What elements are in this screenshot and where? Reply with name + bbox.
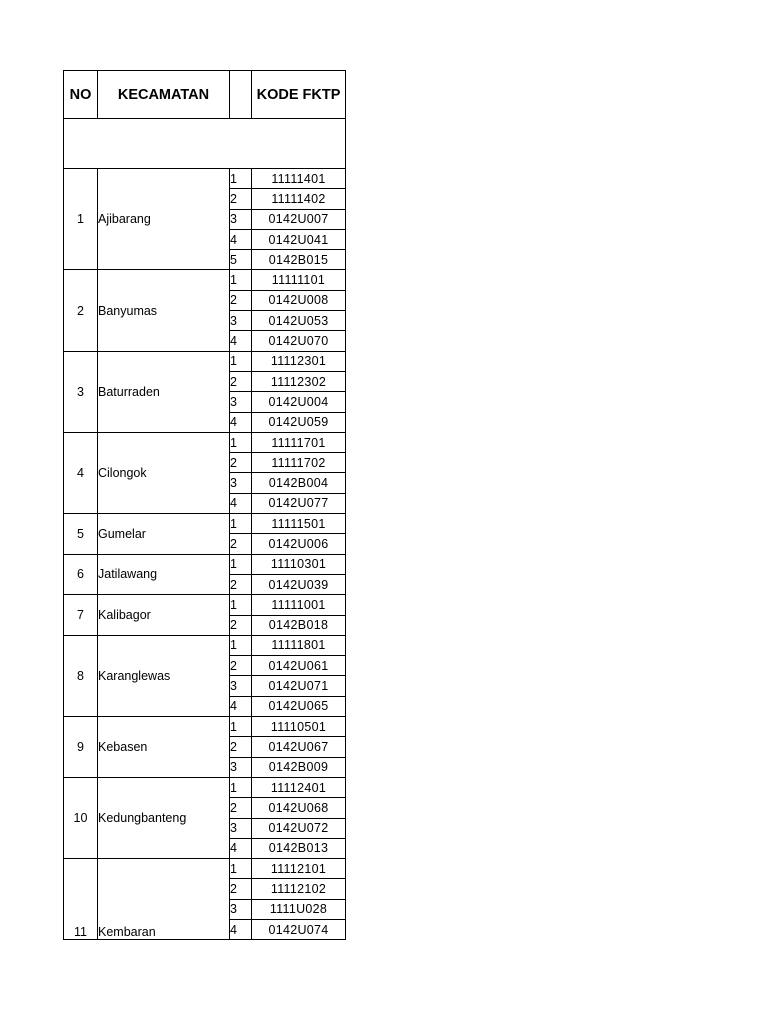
kecamatan-name: Jatilawang: [98, 554, 230, 595]
kecamatan-number: 11: [64, 859, 98, 940]
row-index: 2: [230, 879, 252, 899]
kode-fktp-cell: 11111702: [252, 453, 346, 473]
table-row: [64, 270, 346, 290]
kode-fktp-cell: 0142U065: [252, 696, 346, 716]
row-index: 4: [230, 696, 252, 716]
table-row: [64, 717, 346, 737]
row-index: 2: [230, 574, 252, 594]
header-kecamatan: KECAMATAN: [98, 71, 230, 119]
kode-fktp-cell: 11111701: [252, 432, 346, 452]
kode-fktp-cell: 0142U008: [252, 290, 346, 310]
kode-fktp-cell: 0142U059: [252, 412, 346, 432]
kecamatan-name: Kembaran: [98, 859, 230, 940]
row-index: 2: [230, 656, 252, 676]
row-index: 3: [230, 757, 252, 777]
blank-cell: [64, 119, 346, 169]
kecamatan-name: Kalibagor: [98, 595, 230, 636]
kode-fktp-cell: 0142B013: [252, 838, 346, 858]
row-index: 3: [230, 676, 252, 696]
fktp-table: [63, 70, 346, 940]
row-index: 3: [230, 392, 252, 412]
row-index: 2: [230, 371, 252, 391]
table-row: [64, 351, 346, 371]
row-index: 1: [230, 635, 252, 655]
kode-fktp-cell: 0142U041: [252, 229, 346, 249]
kecamatan-number: 8: [64, 635, 98, 716]
header-row: [64, 71, 346, 119]
kode-fktp-cell: 11112302: [252, 371, 346, 391]
header-no: NO: [64, 71, 98, 119]
row-index: 2: [230, 737, 252, 757]
kode-fktp-cell: 11111402: [252, 189, 346, 209]
kode-fktp-cell: 0142U006: [252, 534, 346, 554]
kode-fktp-cell: 0142U061: [252, 656, 346, 676]
kode-fktp-cell: 11111501: [252, 514, 346, 534]
kecamatan-name: Karanglewas: [98, 635, 230, 716]
kecamatan-number: 3: [64, 351, 98, 432]
row-index: 1: [230, 717, 252, 737]
kode-fktp-cell: 0142B004: [252, 473, 346, 493]
kode-fktp-cell: 11111101: [252, 270, 346, 290]
kecamatan-number: 4: [64, 432, 98, 513]
row-index: 1: [230, 270, 252, 290]
kecamatan-name: Gumelar: [98, 514, 230, 555]
kecamatan-number: 9: [64, 717, 98, 778]
row-index: 4: [230, 331, 252, 351]
header-blank: [230, 71, 252, 119]
kode-fktp-cell: 0142B015: [252, 250, 346, 270]
row-index: 2: [230, 798, 252, 818]
kode-fktp-cell: 1111U028: [252, 899, 346, 919]
row-index: 1: [230, 777, 252, 797]
kode-fktp-cell: 11111801: [252, 635, 346, 655]
row-index: 2: [230, 453, 252, 473]
kode-fktp-cell: 11112101: [252, 859, 346, 879]
row-index: 1: [230, 554, 252, 574]
kecamatan-name: Kebasen: [98, 717, 230, 778]
row-index: 5: [230, 250, 252, 270]
row-index: 1: [230, 595, 252, 615]
kode-fktp-cell: 0142U071: [252, 676, 346, 696]
kode-fktp-cell: 0142U070: [252, 331, 346, 351]
kode-fktp-cell: 11111401: [252, 169, 346, 189]
kecamatan-name: Kedungbanteng: [98, 777, 230, 858]
kode-fktp-cell: 0142B018: [252, 615, 346, 635]
kecamatan-number: 2: [64, 270, 98, 351]
table-row: [64, 554, 346, 574]
kecamatan-number: 6: [64, 554, 98, 595]
header-kode-fktp: KODE FKTP: [252, 71, 346, 119]
row-index: 3: [230, 473, 252, 493]
kode-fktp-cell: 0142U072: [252, 818, 346, 838]
table-row: [64, 777, 346, 797]
kode-fktp-cell: 0142U074: [252, 919, 346, 939]
kode-fktp-cell: 0142U067: [252, 737, 346, 757]
kode-fktp-cell: 0142U007: [252, 209, 346, 229]
table-row: [64, 514, 346, 534]
kecamatan-number: 5: [64, 514, 98, 555]
row-index: 2: [230, 189, 252, 209]
kode-fktp-cell: 0142U004: [252, 392, 346, 412]
kode-fktp-cell: 11110301: [252, 554, 346, 574]
row-index: 4: [230, 229, 252, 249]
kode-fktp-cell: 11112102: [252, 879, 346, 899]
kecamatan-number: 1: [64, 169, 98, 270]
table-body: [64, 119, 346, 940]
kode-fktp-cell: 0142B009: [252, 757, 346, 777]
kode-fktp-cell: 11111001: [252, 595, 346, 615]
row-index: 1: [230, 169, 252, 189]
kecamatan-number: 7: [64, 595, 98, 636]
table-row: [64, 635, 346, 655]
row-index: 3: [230, 818, 252, 838]
row-index: 1: [230, 432, 252, 452]
table-row: [64, 432, 346, 452]
kode-fktp-cell: 0142U068: [252, 798, 346, 818]
row-index: 2: [230, 290, 252, 310]
row-index: 2: [230, 615, 252, 635]
kode-fktp-cell: 0142U053: [252, 311, 346, 331]
kecamatan-number: 10: [64, 777, 98, 858]
row-index: 4: [230, 919, 252, 939]
kecamatan-name: Cilongok: [98, 432, 230, 513]
row-index: 3: [230, 899, 252, 919]
row-index: 2: [230, 534, 252, 554]
row-index: 1: [230, 351, 252, 371]
kode-fktp-cell: 0142U077: [252, 493, 346, 513]
row-index: 1: [230, 859, 252, 879]
kode-fktp-cell: 11112401: [252, 777, 346, 797]
kecamatan-name: Banyumas: [98, 270, 230, 351]
row-index: 4: [230, 838, 252, 858]
table-row: [64, 859, 346, 879]
kode-fktp-cell: 0142U039: [252, 574, 346, 594]
kecamatan-name: Baturraden: [98, 351, 230, 432]
row-index: 4: [230, 493, 252, 513]
row-index: 1: [230, 514, 252, 534]
row-index: 3: [230, 209, 252, 229]
row-index: 3: [230, 311, 252, 331]
kecamatan-name: Ajibarang: [98, 169, 230, 270]
table-row: [64, 595, 346, 615]
blank-row: [64, 119, 346, 169]
kode-fktp-cell: 11112301: [252, 351, 346, 371]
table-row: [64, 169, 346, 189]
row-index: 4: [230, 412, 252, 432]
kode-fktp-cell: 11110501: [252, 717, 346, 737]
